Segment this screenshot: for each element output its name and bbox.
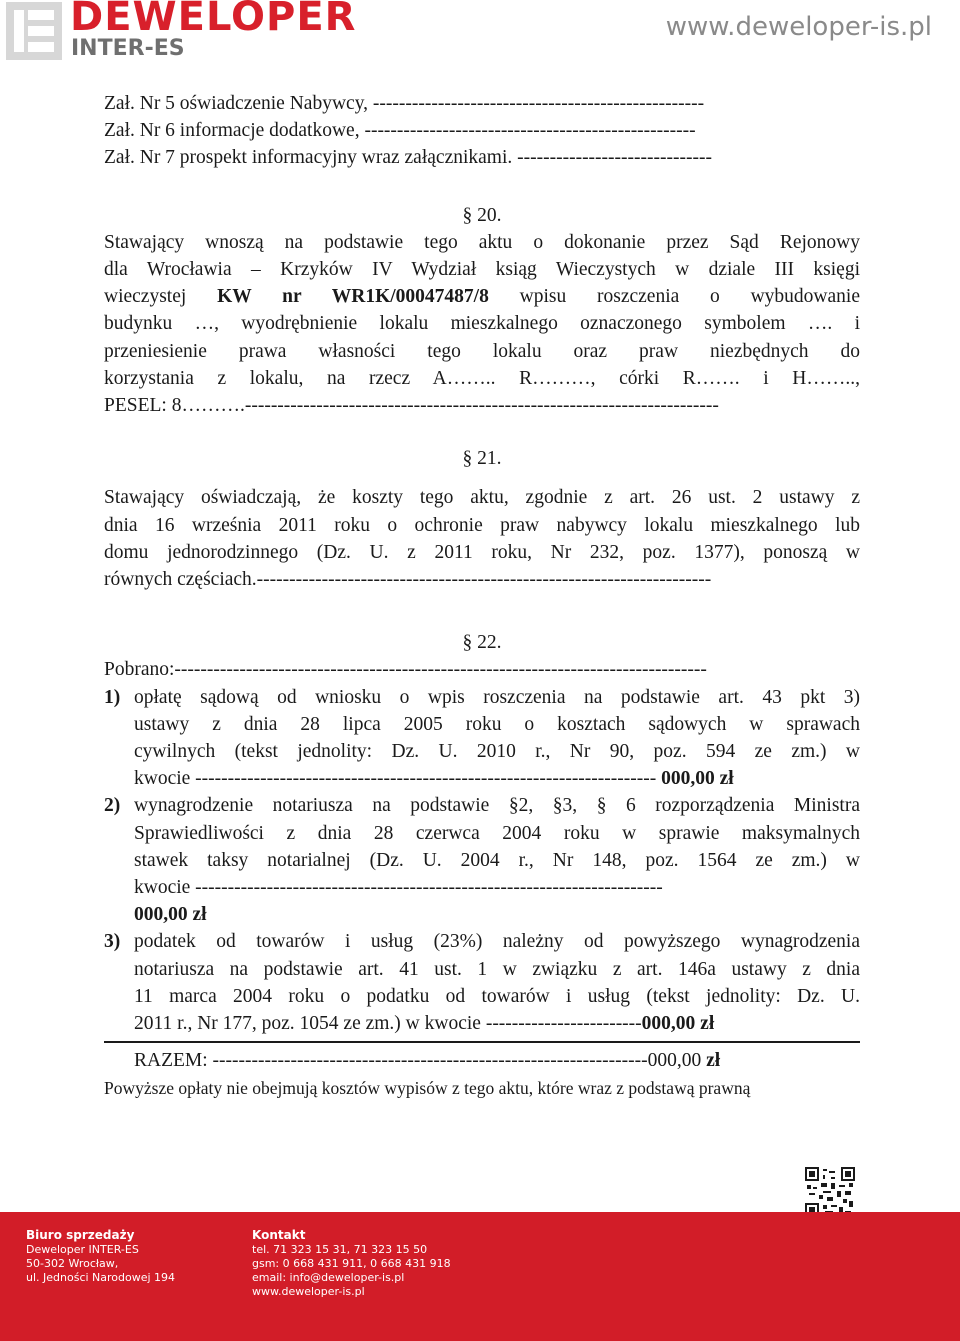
section-21-line: domu jednorodzinnego (Dz. U. z 2011 roku, Nr 232, poz. 1377), ponoszą w [104, 541, 860, 563]
section-21-line: Stawający oświadczają, że koszty tego aktu, zgodnie z art. 26 ust. 2 ustawy z [104, 487, 860, 509]
section-20-line: korzystania z lokalu, na rzecz A…….. R………, córki R……. i H…….., [104, 367, 860, 389]
fee-item-2: 2) wynagrodzenie notariusza na podstawie §2, §3, § 6 rozporządzenia Ministra Sprawiedliwości z dnia 28 czerwca 2004 roku w sprawie maksymalnych stawek taksy notarialnej (Dz. U. 2004 r., Nr 148, poz. 1564 ze zm.) w kwocie ------------------------------------------------------------------------ 000,00 zł [104, 792, 860, 928]
fees-note: Powyższe opłaty nie obejmują kosztów wypisów z tego aktu, które wraz z podstawą prawną [104, 1077, 751, 1098]
total-line: RAZEM: -------------------------------------------------------------------000,00 zł [134, 1050, 721, 1072]
header-website: www.deweloper-is.pl [665, 12, 932, 42]
attachment-7: Zał. Nr 7 prospekt informacyjny wraz załącznikami. ------------------------------ [104, 147, 712, 169]
footer-gsm: gsm: 0 668 431 911, 0 668 431 918 [252, 1257, 451, 1270]
total-divider [104, 1041, 860, 1043]
item-number: 2) [104, 795, 121, 817]
item-number: 3) [104, 931, 121, 953]
amount: 000,00 zł [134, 904, 207, 926]
logo-subtitle: INTER-ES [71, 36, 185, 61]
amount: 000,00 zł [661, 768, 734, 790]
logo-title: DEWELOPER [70, 0, 357, 40]
section-20-heading: § 20. [462, 204, 502, 226]
qr-code-icon [805, 1167, 855, 1217]
page-header [0, 0, 960, 68]
section-20-line: wieczystej KW nr WR1K/00047487/8 wpisu roszczenia o wybudowanie [104, 286, 860, 308]
footer-email[interactable]: email: info@deweloper-is.pl [252, 1271, 405, 1284]
page-footer [0, 1212, 960, 1341]
logo-icon [6, 2, 62, 60]
section-22-heading: § 22. [462, 632, 502, 654]
section-21-heading: § 21. [462, 448, 502, 470]
fee-item-1: 1) opłatę sądową od wniosku o wpis roszczenia na podstawie art. 43 pkt 3) ustawy z dnia 28 lipca 2005 roku o kosztach sądowych w sprawach cywilnych (tekst jednolity: Dz. U. 2010 r., Nr 90, poz. 594 ze zm.) w kwocie ----------------------------------------------------------------------- 000,00 zł [104, 684, 860, 793]
footer-sales-office: Biuro sprzedaży Deweloper INTER-ES 50-302 Wrocław, ul. Jedności Narodowej 194 [26, 1228, 176, 1284]
section-20-line: Stawający wnoszą na podstawie tego aktu o dokonanie przez Sąd Rejonowy [104, 231, 860, 253]
land-register-number: KW nr WR1K/00047487/8 [217, 286, 489, 308]
attachment-6: Zał. Nr 6 informacje dodatkowe, --------------------------------------------------- [104, 120, 696, 142]
footer-contact: Kontakt tel. 71 323 15 31, 71 323 15 50 gsm: 0 668 431 911, 0 668 431 918 email: info@deweloper-is.pl www.deweloper-is.pl [252, 1228, 451, 1298]
document-body [104, 90, 860, 1102]
section-21-line: równych częściach.---------------------------------------------------------------------- [104, 569, 712, 591]
section-20-line: budynku …, wyodrębnienie lokalu mieszkalnego oznaczonego symbolem …. i [104, 313, 860, 335]
attachment-5: Zał. Nr 5 oświadczenie Nabywcy, --------------------------------------------------- [104, 93, 705, 114]
footer-website[interactable]: www.deweloper-is.pl [252, 1285, 365, 1298]
item-number: 1) [104, 686, 121, 708]
pobrano-line: Pobrano:---------------------------------------------------------------------------------- [104, 659, 707, 681]
fee-item-3: 3) podatek od towarów i usług (23%) należny od powyższego wynagrodzenia notariusza na podstawie art. 41 ust. 1 w związku z art. 146a ustawy z dnia 11 marca 2004 roku o podatku od towarów i usług (tekst jednolity: Dz. U. 2011 r., Nr 177, poz. 1054 ze zm.) w kwocie ------------------------000,00 zł [104, 928, 860, 1037]
amount: 000,00 zł [641, 1013, 715, 1035]
section-20-line: przeniesienie prawa własności tego lokalu oraz praw niezbędnych do [104, 340, 860, 362]
section-20-line: PESEL: 8……….------------------------------------------------------------------------- [104, 395, 719, 417]
section-20-line: dla Wrocławia – Krzyków IV Wydział ksiąg Wieczystych w dziale III księgi [104, 259, 860, 281]
section-21-line: dnia 16 września 2011 roku o ochronie praw nabywcy lokalu mieszkalnego lub [104, 514, 860, 536]
footer-phone: tel. 71 323 15 31, 71 323 15 50 [252, 1243, 428, 1256]
